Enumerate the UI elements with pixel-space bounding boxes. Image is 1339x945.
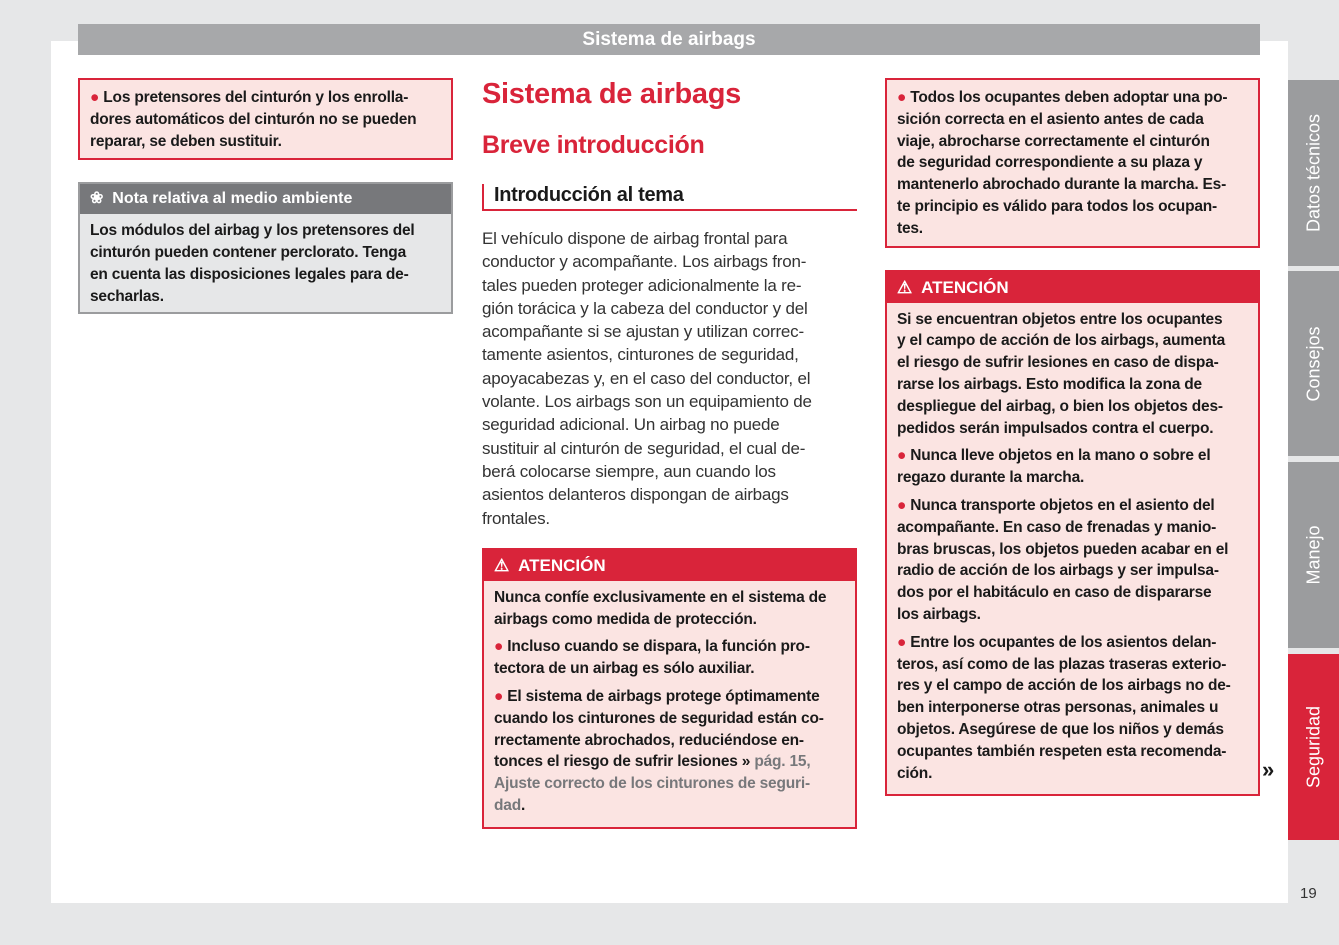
- continue-icon: »: [1262, 757, 1275, 782]
- warning-bullet: ● Nunca lleve objetos en la mano o sobre el regazo durante la marcha.: [897, 447, 1211, 487]
- warning-bullet: ● Incluso cuando se dispara, la función pro- tectora de un airbag es sólo auxiliar.: [494, 638, 810, 678]
- warning-header: [887, 272, 1258, 303]
- page-reference-link[interactable]: pág. 15, Ajuste correcto de los cinturones de seguri- dad: [494, 753, 811, 815]
- environment-note-header: [80, 184, 451, 214]
- running-header: Sistema de airbags: [78, 24, 1260, 55]
- note-box: [78, 78, 453, 160]
- tab-manejo[interactable]: Manejo: [1288, 462, 1339, 648]
- page-number: 19: [1300, 885, 1317, 902]
- bullet-icon: ●: [90, 89, 104, 106]
- warning-bullet: ● Entre los ocupantes de los asientos delan- teros, así como de las plazas traseras exterio- res y el campo de acción de los airbags no de- ben interponerse otras personas, animales u objetos. Asegúrese de que los niños y demás ocupantes también respeten esta recomenda- ción.: [897, 633, 1231, 782]
- warning-box: [885, 270, 1260, 797]
- left-column: [78, 78, 453, 314]
- environment-note-title: Nota relativa al medio ambiente: [112, 190, 353, 208]
- page-title: Sistema de airbags: [482, 78, 741, 110]
- tab-consejos[interactable]: Consejos: [1288, 271, 1339, 456]
- body-text: El vehículo dispone de airbag frontal para conductor y acompañante. Los airbags fron- tales pueden proteger adicionalmente la re- gión torácica y la cabeza del conductor y del acompañante si se ajustan y utilizan correc- tamente asientos, cinturones de seguridad, apoyacabezas y, en el caso del conductor, el volante. Los airbags son un equipamiento de seguridad adicional. Un airbag no puede sustituir al cinturón de seguridad, el cual de- berá colocarse siempre, aun cuando los asientos delanteros dispongan de airbags frontales.: [482, 229, 812, 528]
- warning-header: [484, 550, 855, 581]
- flower-icon: ❀: [90, 190, 104, 208]
- tab-datos-tecnicos[interactable]: Datos técnicos: [1288, 80, 1339, 266]
- right-column: [885, 78, 1260, 796]
- warning-text: Nunca confíe exclusivamente en el sistema de airbags como medida de protección.: [494, 588, 827, 628]
- note-box: [885, 78, 1260, 248]
- environment-note: [78, 182, 453, 313]
- bullet-icon: ●: [897, 89, 911, 106]
- warning-triangle-icon: ⚠: [494, 555, 510, 575]
- warning-bullet: ● El sistema de airbags protege óptimamente cuando los cinturones de seguridad están co- rrectamente abrochados, reduciéndose en- tonces el riesgo de sufrir lesiones » pág. 15, Ajuste correcto de los cinturones de seguri- dad.: [494, 688, 824, 815]
- reference-arrow-icon: »: [741, 753, 751, 771]
- warning-title: ATENCIÓN: [518, 555, 606, 575]
- section-title: Breve introducción: [482, 131, 705, 159]
- warning-triangle-icon: ⚠: [897, 277, 913, 297]
- environment-note-text: Los módulos del airbag y los pretensores del cinturón pueden contener perclorato. Tenga en cuenta las disposiciones legales para de- secharlas.: [90, 222, 415, 305]
- warning-box: [482, 548, 857, 829]
- note-text: Los pretensores del cinturón y los enrolla- dores automáticos del cinturón no se pueden reparar, se deben sustituir.: [90, 89, 417, 150]
- middle-column: [482, 78, 857, 829]
- warning-text: Si se encuentran objetos entre los ocupantes y el campo de acción de los airbags, aumenta el riesgo de sufrir lesiones en caso de dispa- rarse los airbags. Esto modifica la zona de despliegue del airbag, o bien los objetos des- pedidos serán impulsados contra el cuerpo.: [897, 310, 1226, 437]
- tab-seguridad[interactable]: Seguridad: [1288, 654, 1339, 840]
- subsection-title: Introducción al tema: [482, 184, 857, 211]
- warning-bullet: ● Nunca transporte objetos en el asiento del acompañante. En caso de frenadas y manio- bras bruscas, los objetos pueden acabar en el radio de acción de los airbags y ser impulsa- dos por el habitáculo en caso de dispararse los airbags.: [897, 496, 1229, 623]
- note-text: Todos los ocupantes deben adoptar una po- sición correcta en el asiento antes de cada viaje, abrocharse correctamente el cinturón de seguridad correspondiente a su plaza y mantenerlo abrochado durante la marcha. Es- te principio es válido para todos los ocupan- tes.: [897, 89, 1228, 237]
- warning-title: ATENCIÓN: [921, 277, 1009, 297]
